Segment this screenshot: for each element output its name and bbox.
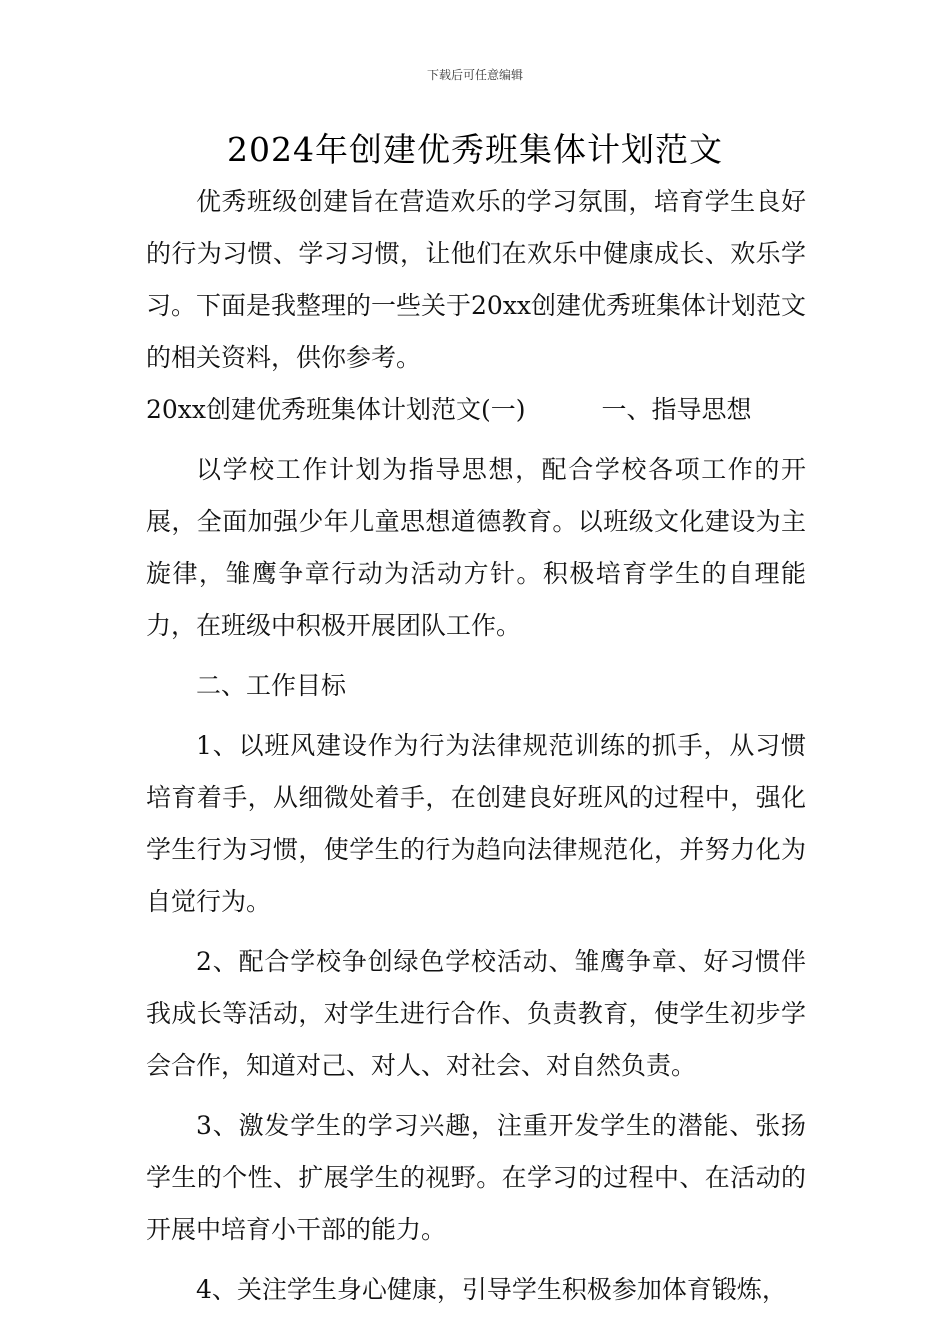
intro-paragraph: 优秀班级创建旨在营造欢乐的学习氛围，培育学生良好的行为习惯、学习习惯，让他们在欢乐中健康成长、欢乐学习。下面是我整理的一些关于20xx创建优秀班集体计划范文的相关资料，供你参考。 <box>146 187 807 372</box>
goal-item-1: 1、以班风建设作为行为法律规范训练的抓手，从习惯培育着手，从细微处着手，在创建良好班风的过程中，强化学生行为习惯，使学生的行为趋向法律规范化，并努力化为自觉行为。 <box>146 731 806 916</box>
subheading-guiding-ideology: 一、指导思想 <box>601 395 752 424</box>
goal-item-3: 3、激发学生的学习兴趣，注重开发学生的潜能、张扬学生的个性、扩展学生的视野。在学习的过程中、在活动的开展中培育小干部的能力。 <box>146 1111 806 1244</box>
goal-item-2: 2、配合学校争创绿色学校活动、雏鹰争章、好习惯伴我成长等活动，对学生进行合作、负责教育，使学生初步学会合作，知道对己、对人、对社会、对自然负责。 <box>146 947 806 1080</box>
goal-item-4: 4、关注学生身心健康，引导学生积极参加体育锻炼， <box>196 1275 787 1304</box>
subheading-work-goals: 二、工作目标 <box>196 671 347 700</box>
guiding-ideology-paragraph: 以学校工作计划为指导思想，配合学校各项工作的开展，全面加强少年儿童思想道德教育。以班级文化建设为主旋律，雏鹰争章行动为活动方针。积极培育学生的自理能力，在班级中积极开展团队工作。 <box>146 455 806 640</box>
document-body <box>146 176 806 1316</box>
section-heading-row <box>146 384 806 436</box>
page-header-note: 下载后可任意编辑 <box>426 68 523 82</box>
document-title: 2024年创建优秀班集体计划范文 <box>227 130 723 169</box>
section-heading: 20xx创建优秀班集体计划范文(一) <box>146 395 526 424</box>
